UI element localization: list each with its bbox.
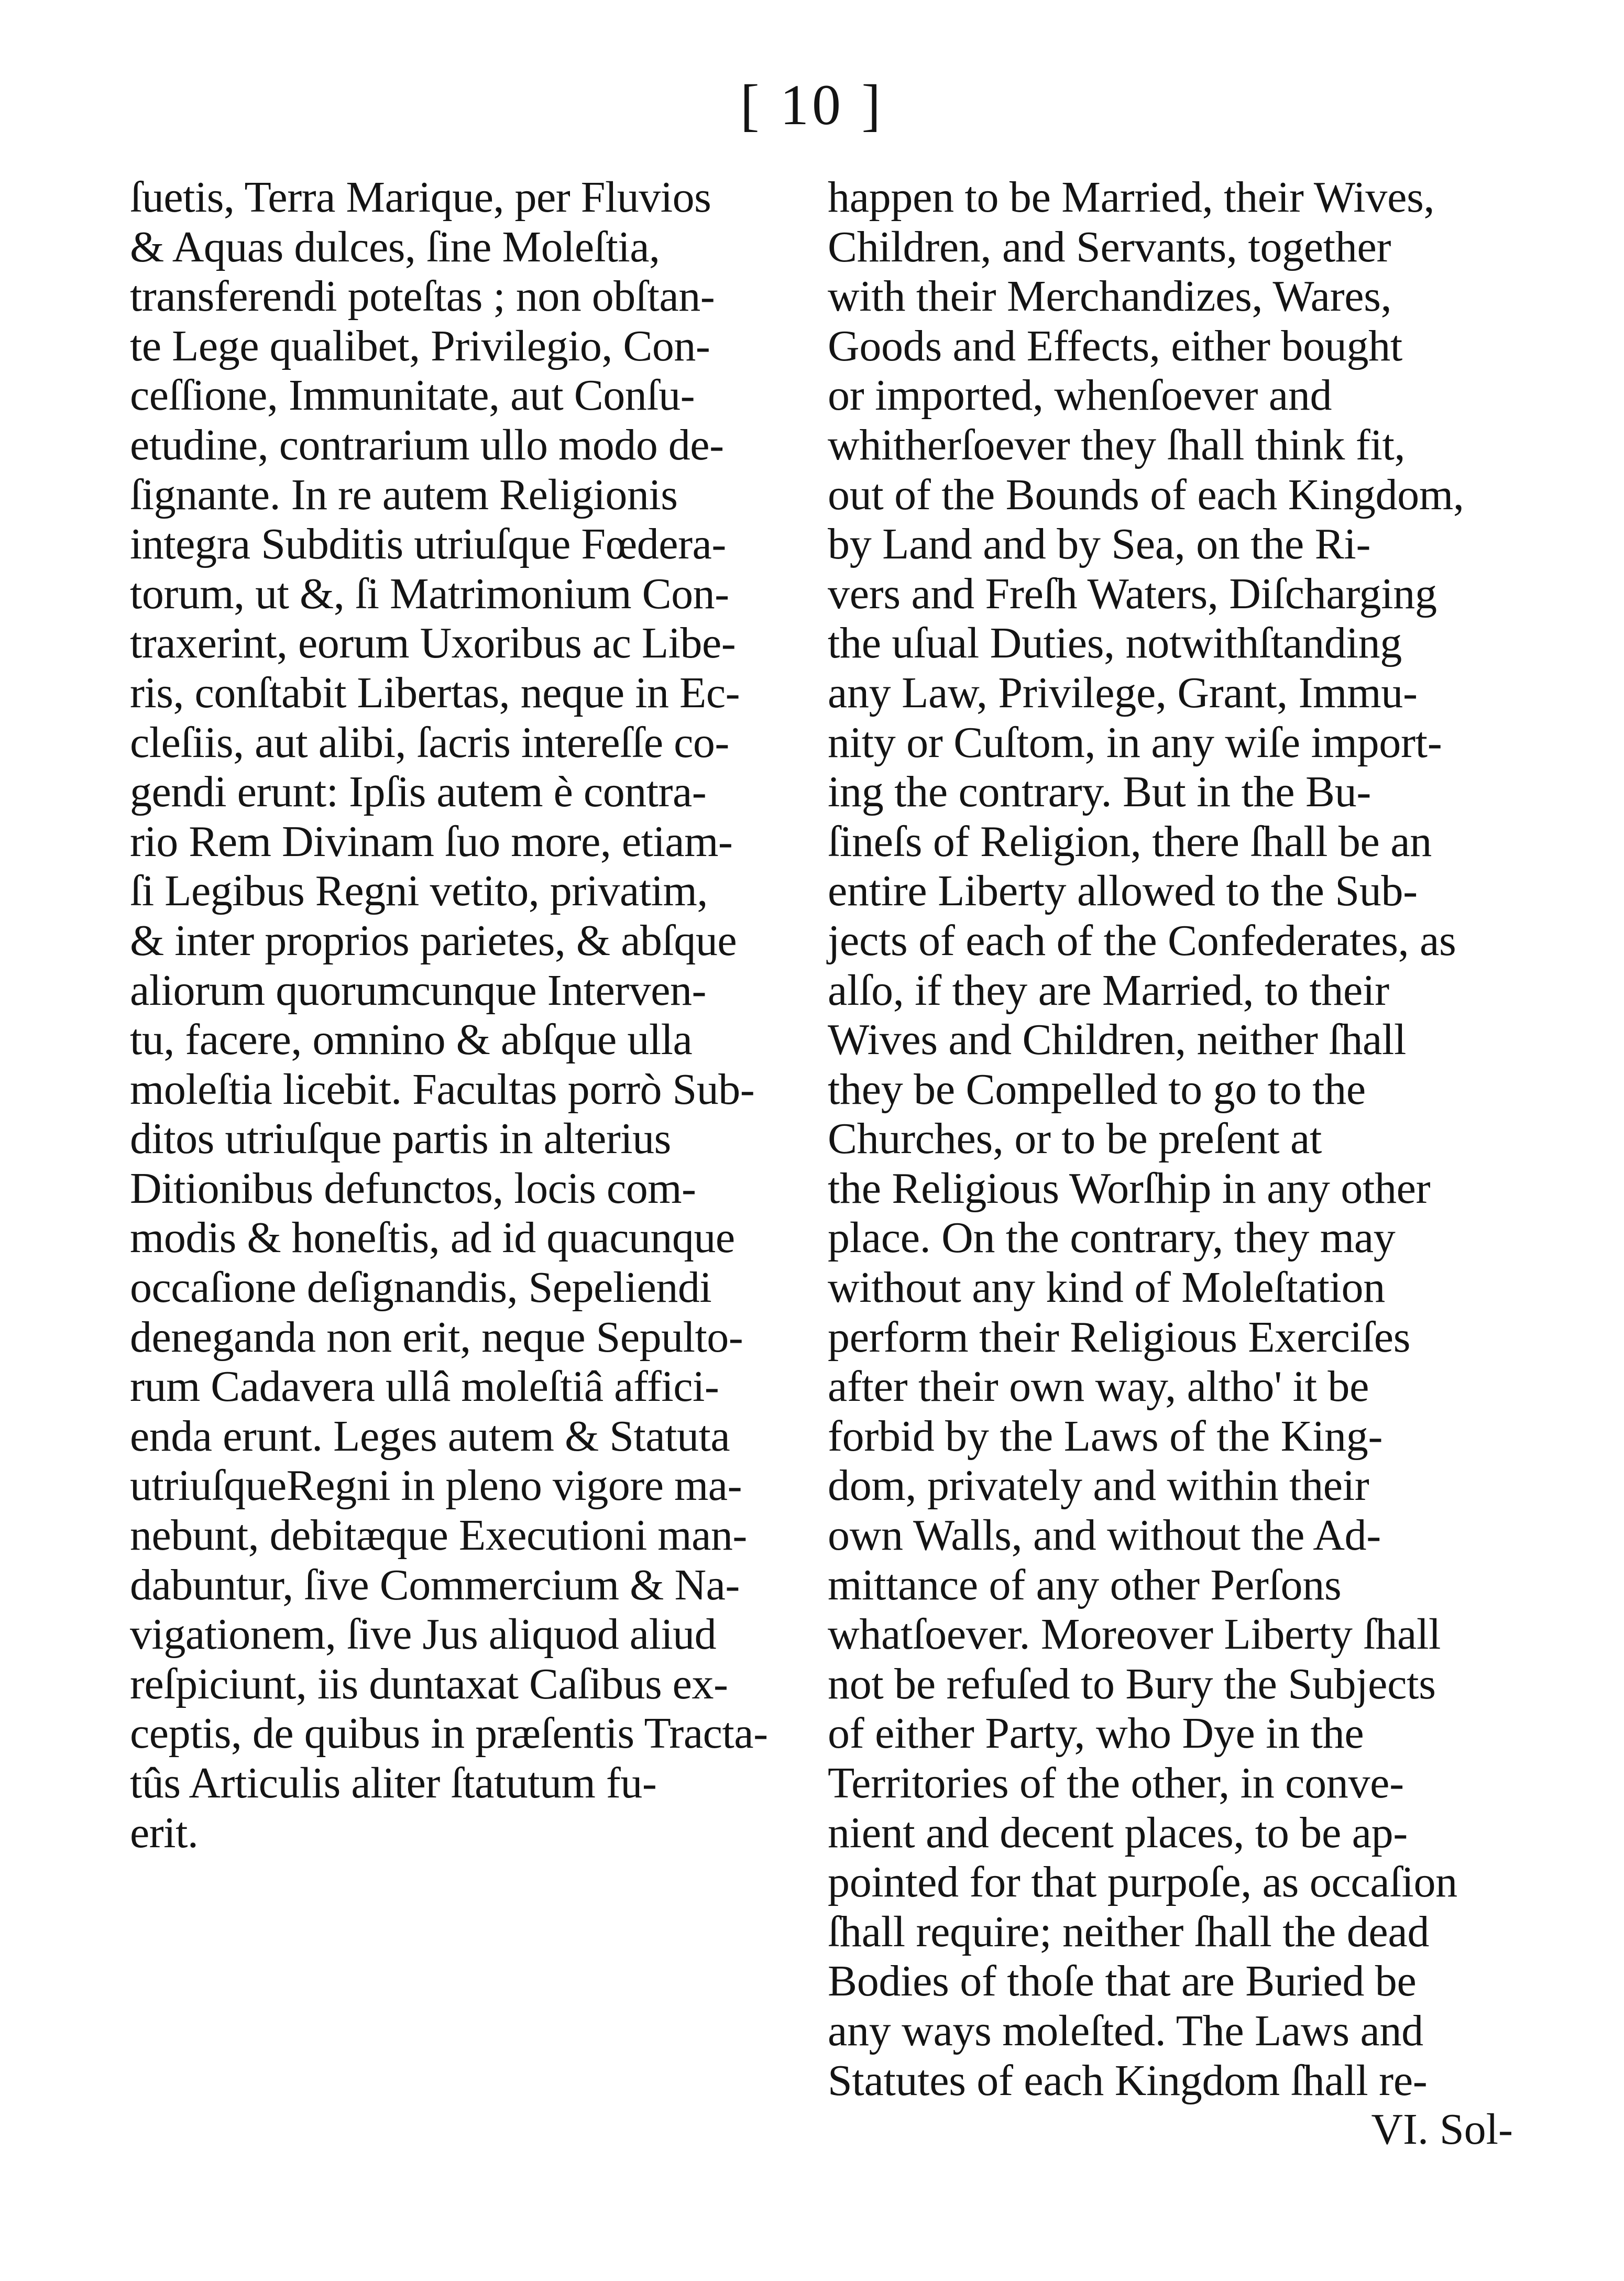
english-text-line: alſo, if they are Married, to their — [828, 966, 1389, 1015]
latin-text-line: reſpiciunt, iis duntaxat Caſibus ex- — [130, 1659, 728, 1708]
latin-text-line: modis & honeſtis, ad id quacunque — [130, 1213, 735, 1263]
latin-text-line: ſi Legibus Regni vetito, privatim, — [130, 867, 708, 916]
latin-text-line: Ditionibus defunctos, locis com- — [130, 1164, 696, 1213]
latin-text-line: etudine, contrarium ullo modo de- — [130, 420, 724, 469]
english-text-line: of either Party, who Dye in the — [828, 1709, 1364, 1758]
english-text-line: without any kind of Moleſtation — [828, 1263, 1385, 1312]
latin-text-line: ceptis, de quibus in præſentis Tracta- — [130, 1709, 768, 1758]
latin-text-line: cleſiis, aut alibi, ſacris intereſſe co- — [130, 718, 729, 767]
english-text-line: whatſoever. Moreover Liberty ſhall — [828, 1610, 1441, 1659]
latin-text-line: dabuntur, ſive Commercium & Na- — [130, 1560, 740, 1609]
english-text-line: Wives and Children, neither ſhall — [828, 1015, 1407, 1065]
english-text-line: forbid by the Laws of the King- — [828, 1411, 1383, 1461]
english-text-line: pointed for that purpoſe, as occaſion — [828, 1858, 1457, 1907]
english-text-line: the uſual Duties, notwithſtanding — [828, 619, 1402, 668]
english-text-line: mittance of any other Perſons — [828, 1560, 1342, 1609]
latin-text-line: integra Subditis utriuſque Fœdera- — [130, 520, 726, 569]
english-text-line: place. On the contrary, they may — [828, 1213, 1396, 1263]
english-text-line: not be refuſed to Bury the Subjects — [828, 1659, 1436, 1708]
english-text-line: ſineſs of Religion, there ſhall be an — [828, 817, 1432, 866]
latin-text-line: ceſſione, Immunitate, aut Conſu- — [130, 371, 695, 420]
latin-text-line: tûs Articulis aliter ſtatutum fu- — [130, 1759, 657, 1807]
latin-text-line: ris, conſtabit Libertas, neque in Ec- — [130, 668, 740, 717]
english-text-line: entire Liberty allowed to the Sub- — [828, 867, 1418, 916]
latin-text-line: transferendi poteſtas ; non obſtan- — [130, 272, 715, 321]
english-text-line: ing the contrary. But in the Bu- — [828, 767, 1371, 817]
english-text-line: whitherſoever they ſhall think fit, — [828, 420, 1406, 469]
latin-text-line: nebunt, debitæque Executioni man- — [130, 1511, 747, 1560]
latin-text-line: aliorum quorumcunque Interven- — [130, 966, 706, 1015]
latin-text-line: utriuſqueRegni in pleno vigore ma- — [130, 1461, 742, 1510]
english-text-line: Bodies of thoſe that are Buried be — [828, 1957, 1417, 2006]
english-text-line: any Law, Privilege, Grant, Immu- — [828, 668, 1418, 717]
english-text-line: dom, privately and within their — [828, 1461, 1369, 1510]
latin-text-line: ſignante. In re autem Religionis — [130, 470, 678, 519]
latin-text-line: & Aquas dulces, ſine Moleſtia, — [130, 222, 660, 271]
english-text-line: happen to be Married, their Wives, — [828, 173, 1435, 222]
english-text-line: Children, and Servants, together — [828, 222, 1391, 271]
catchword: VI. Sol- — [1371, 2105, 1513, 2154]
latin-text-line: te Lege qualibet, Privilegio, Con- — [130, 321, 710, 370]
latin-text-line: rum Cadavera ullâ moleſtiâ affici- — [130, 1362, 719, 1411]
english-text-line: or imported, whenſoever and — [828, 371, 1332, 420]
latin-text-line: ſuetis, Terra Marique, per Fluvios — [130, 173, 711, 222]
english-text-line: own Walls, and without the Ad- — [828, 1511, 1381, 1560]
english-text-line: any ways moleſted. The Laws and — [828, 2006, 1423, 2055]
english-text-line: jects of each of the Confederates, as — [828, 916, 1456, 965]
english-text-line: nity or Cuſtom, in any wiſe import- — [828, 718, 1442, 767]
latin-text-line: vigationem, ſive Jus aliquod aliud — [130, 1610, 717, 1659]
latin-text-line: deneganda non erit, neque Sepulto- — [130, 1312, 743, 1362]
english-text-line: ſhall require; neither ſhall the dead — [828, 1907, 1430, 1956]
english-text-line: out of the Bounds of each Kingdom, — [828, 470, 1464, 519]
english-text-line: the Religious Worſhip in any other — [828, 1164, 1431, 1213]
english-text-line: Goods and Effects, either bought — [828, 321, 1402, 370]
english-text-line: vers and Freſh Waters, Diſcharging — [828, 569, 1437, 618]
latin-text-line: erit. — [130, 1808, 199, 1857]
latin-text-line: & inter proprios parietes, & abſque — [130, 916, 737, 965]
latin-text-line: ditos utriuſque partis in alterius — [130, 1114, 671, 1164]
latin-text-column — [130, 173, 808, 1858]
english-text-line: they be Compelled to go to the — [828, 1065, 1366, 1114]
latin-text-line: occaſione deſignandis, Sepeliendi — [130, 1263, 712, 1312]
english-text-line: perform their Religious Exerciſes — [828, 1312, 1411, 1362]
english-text-line: Churches, or to be preſent at — [828, 1114, 1322, 1164]
page-number: [ 10 ] — [740, 73, 884, 137]
latin-text-line: torum, ut &, ſi Matrimonium Con- — [130, 569, 729, 618]
english-text-line: after their own way, altho' it be — [828, 1362, 1369, 1411]
english-text-line: nient and decent places, to be ap- — [828, 1808, 1408, 1857]
english-text-line: Territories of the other, in conve- — [828, 1759, 1404, 1807]
english-text-line: by Land and by Sea, on the Ri- — [828, 520, 1371, 569]
english-text-column — [828, 173, 1519, 2105]
latin-text-line: moleſtia licebit. Facultas porrò Sub- — [130, 1065, 755, 1114]
latin-text-line: rio Rem Divinam ſuo more, etiam- — [130, 817, 733, 866]
english-text-line: with their Merchandizes, Wares, — [828, 272, 1392, 321]
latin-text-line: gendi erunt: Ipſis autem è contra- — [130, 767, 707, 817]
latin-text-line: enda erunt. Leges autem & Statuta — [130, 1411, 730, 1461]
latin-text-line: tu, facere, omnino & abſque ulla — [130, 1015, 693, 1065]
latin-text-line: traxerint, eorum Uxoribus ac Libe- — [130, 619, 736, 668]
english-text-line: Statutes of each Kingdom ſhall re- — [828, 2056, 1428, 2105]
